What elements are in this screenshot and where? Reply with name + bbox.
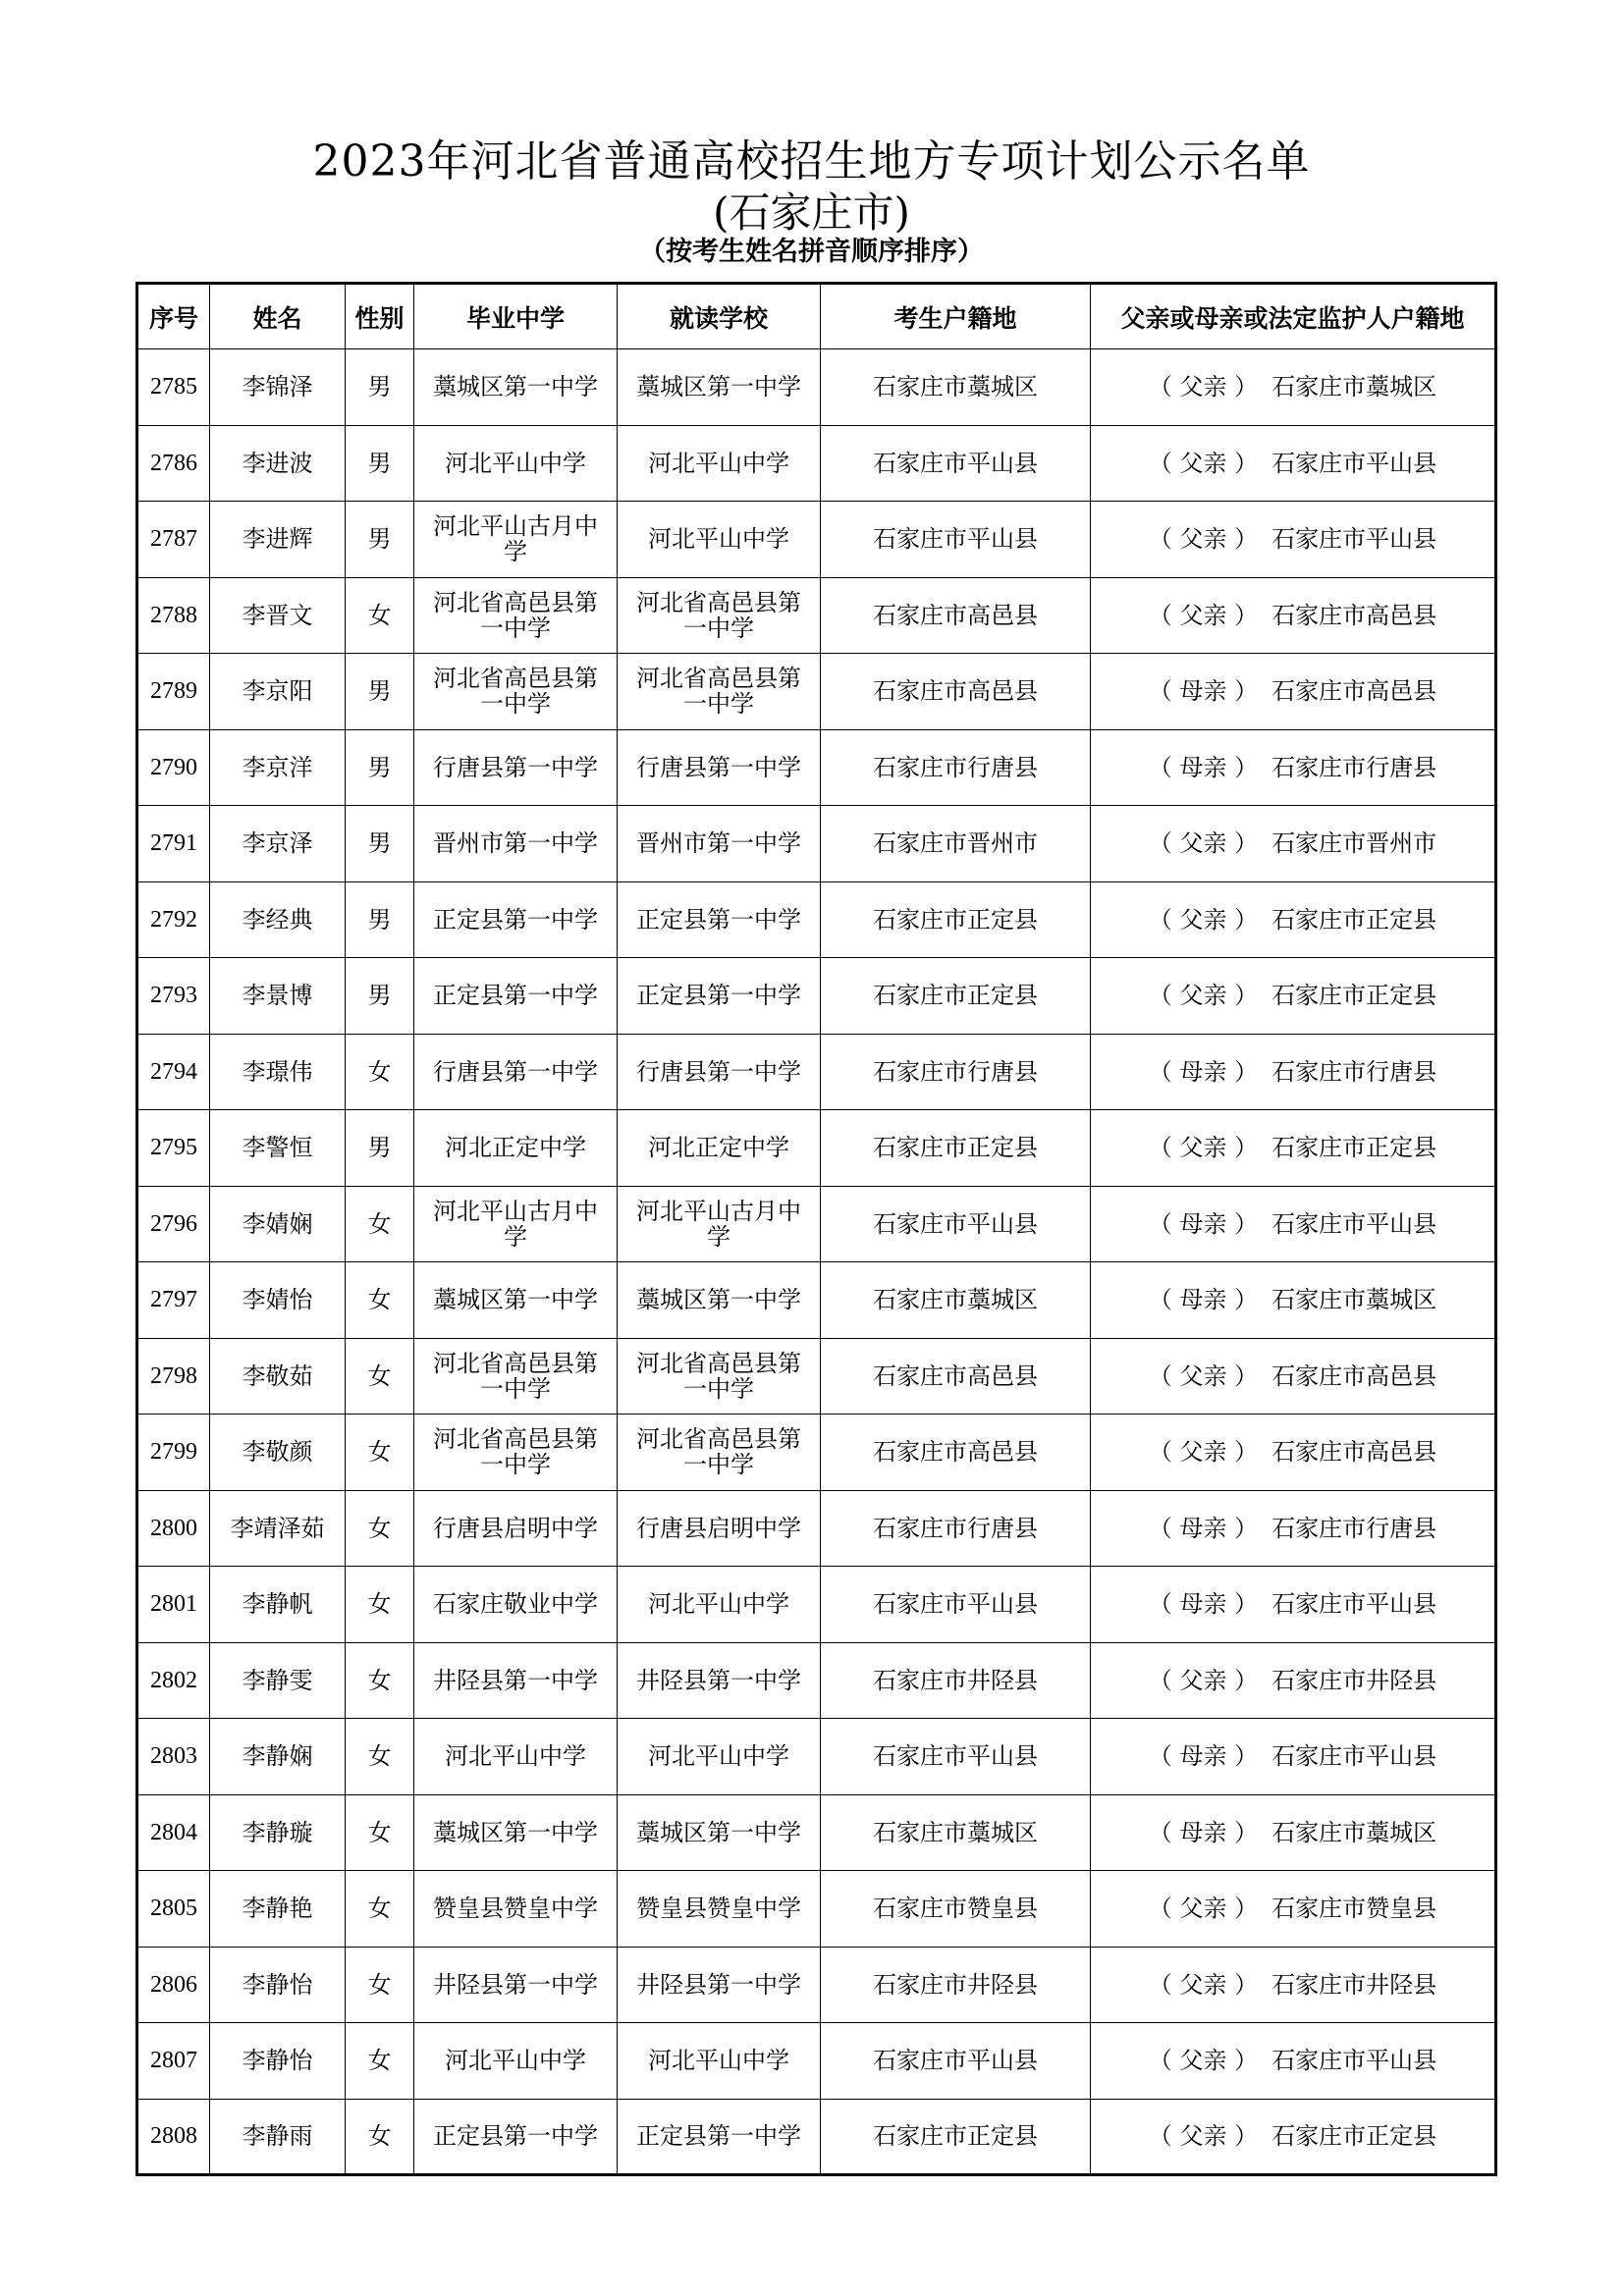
cell-gender: 男 [346,1110,414,1187]
cell-guardian-registration [1091,502,1496,578]
cell-no: 2791 [137,806,210,882]
table-row [137,1794,1496,1871]
guardian-relation: （ 母亲 ） [1148,677,1259,706]
guardian-place: 石家庄市正定县 [1271,905,1437,934]
cell-registration: 石家庄市高邑县 [821,577,1091,654]
cell-registration: 石家庄市正定县 [821,958,1091,1035]
guardian-relation: （ 父亲 ） [1148,601,1259,629]
guardian-relation: （ 父亲 ） [1148,1134,1259,1162]
table-header-row [137,284,1496,349]
cell-guardian-registration [1091,1034,1496,1110]
cell-gender: 女 [346,577,414,654]
table-row [137,1642,1496,1719]
cell-registration: 石家庄市井陉县 [821,1947,1091,2023]
cell-guardian-registration [1091,729,1496,806]
cell-guardian-registration [1091,806,1496,882]
cell-gender: 男 [346,958,414,1035]
col-header-grad-school: 毕业中学 [414,284,618,349]
cell-study-school: 行唐县第一中学 [618,729,821,806]
guardian-place: 石家庄市平山县 [1271,525,1437,554]
guardian-relation: （ 父亲 ） [1148,1362,1259,1390]
cell-registration: 石家庄市藁城区 [821,349,1091,426]
cell-gender: 男 [346,729,414,806]
cell-gender: 女 [346,1338,414,1415]
cell-guardian-registration [1091,1567,1496,1643]
table-row [137,1186,1496,1262]
table-row [137,881,1496,958]
cell-name: 李璟伟 [210,1034,346,1110]
cell-study-school: 藁城区第一中学 [618,1262,821,1339]
cell-grad-school: 河北省高邑县第一中学 [414,1338,618,1415]
cell-no: 2794 [137,1034,210,1110]
cell-no: 2789 [137,654,210,730]
cell-registration: 石家庄市平山县 [821,1186,1091,1262]
table-row [137,502,1496,578]
cell-registration: 石家庄市平山县 [821,2023,1091,2100]
cell-gender: 女 [346,1186,414,1262]
table-row [137,1034,1496,1110]
table-row [137,1719,1496,1795]
page-subtitle: (石家庄市) [713,188,910,237]
guardian-place: 石家庄市藁城区 [1271,1818,1437,1846]
cell-registration: 石家庄市高邑县 [821,1415,1091,1491]
guardian-relation: （ 父亲 ） [1148,373,1259,401]
guardian-relation: （ 母亲 ） [1148,1590,1259,1619]
table-row [137,2023,1496,2100]
cell-grad-school: 藁城区第一中学 [414,349,618,426]
cell-grad-school: 藁城区第一中学 [414,1794,618,1871]
cell-no: 2805 [137,1871,210,1948]
cell-registration: 石家庄市藁城区 [821,1794,1091,1871]
cell-registration: 石家庄市平山县 [821,1719,1091,1795]
col-header-name: 姓名 [210,284,346,349]
cell-grad-school: 河北正定中学 [414,1110,618,1187]
cell-study-school: 河北平山中学 [618,502,821,578]
cell-registration: 石家庄市井陉县 [821,1642,1091,1719]
cell-gender: 女 [346,1567,414,1643]
table-row [137,2099,1496,2175]
table-row [137,425,1496,502]
cell-gender: 男 [346,425,414,502]
cell-registration: 石家庄市平山县 [821,1567,1091,1643]
cell-study-school: 正定县第一中学 [618,2099,821,2175]
guardian-relation: （ 父亲 ） [1148,1895,1259,1923]
cell-guardian-registration [1091,1415,1496,1491]
cell-no: 2796 [137,1186,210,1262]
guardian-relation: （ 父亲 ） [1148,829,1259,858]
cell-name: 李靖泽茹 [210,1490,346,1567]
cell-guardian-registration [1091,1871,1496,1948]
cell-guardian-registration [1091,1186,1496,1262]
cell-registration: 石家庄市平山县 [821,502,1091,578]
cell-grad-school: 河北省高邑县第一中学 [414,1415,618,1491]
cell-name: 李警恒 [210,1110,346,1187]
cell-no: 2802 [137,1642,210,1719]
table-row [137,1338,1496,1415]
cell-no: 2795 [137,1110,210,1187]
cell-no: 2801 [137,1567,210,1643]
guardian-relation: （ 父亲 ） [1148,1438,1259,1467]
cell-no: 2792 [137,881,210,958]
guardian-place: 石家庄市平山县 [1271,449,1437,477]
table-row [137,1415,1496,1491]
cell-gender: 女 [346,1034,414,1110]
guardian-place: 石家庄市晋州市 [1271,829,1437,858]
guardian-relation: （ 父亲 ） [1148,982,1259,1010]
cell-grad-school: 河北平山古月中学 [414,1186,618,1262]
guardian-place: 石家庄市正定县 [1271,1134,1437,1162]
table-row [137,1567,1496,1643]
cell-name: 李锦泽 [210,349,346,426]
cell-no: 2787 [137,502,210,578]
cell-name: 李京洋 [210,729,346,806]
cell-name: 李敬茹 [210,1338,346,1415]
cell-guardian-registration [1091,425,1496,502]
col-header-no: 序号 [137,284,210,349]
cell-study-school: 河北平山中学 [618,1567,821,1643]
cell-registration: 石家庄市平山县 [821,425,1091,502]
cell-gender: 男 [346,502,414,578]
cell-name: 李经典 [210,881,346,958]
cell-no: 2807 [137,2023,210,2100]
cell-study-school: 正定县第一中学 [618,958,821,1035]
cell-grad-school: 行唐县启明中学 [414,1490,618,1567]
guardian-place: 石家庄市藁城区 [1271,1286,1437,1314]
cell-guardian-registration [1091,1262,1496,1339]
guardian-relation: （ 母亲 ） [1148,1742,1259,1771]
cell-name: 李婧娴 [210,1186,346,1262]
cell-grad-school: 正定县第一中学 [414,881,618,958]
cell-name: 李进波 [210,425,346,502]
cell-study-school: 晋州市第一中学 [618,806,821,882]
cell-no: 2797 [137,1262,210,1339]
cell-gender: 女 [346,1947,414,2023]
cell-registration: 石家庄市高邑县 [821,1338,1091,1415]
cell-name: 李晋文 [210,577,346,654]
col-header-study-school: 就读学校 [618,284,821,349]
guardian-relation: （ 母亲 ） [1148,1514,1259,1542]
cell-no: 2788 [137,577,210,654]
cell-no: 2799 [137,1415,210,1491]
cell-no: 2806 [137,1947,210,2023]
cell-no: 2803 [137,1719,210,1795]
table-row [137,577,1496,654]
guardian-relation: （ 父亲 ） [1148,1666,1259,1694]
guardian-place: 石家庄市赞皇县 [1271,1895,1437,1923]
cell-guardian-registration [1091,881,1496,958]
cell-name: 李敬颜 [210,1415,346,1491]
guardian-relation: （ 父亲 ） [1148,2122,1259,2151]
guardian-place: 石家庄市平山县 [1271,2047,1437,2075]
col-header-registration: 考生户籍地 [821,284,1091,349]
cell-gender: 女 [346,2023,414,2100]
guardian-relation: （ 父亲 ） [1148,2047,1259,2075]
guardian-place: 石家庄市高邑县 [1271,1438,1437,1467]
cell-guardian-registration [1091,958,1496,1035]
cell-study-school: 井陉县第一中学 [618,1947,821,2023]
guardian-place: 石家庄市井陉县 [1271,1970,1437,1999]
cell-guardian-registration [1091,577,1496,654]
cell-no: 2786 [137,425,210,502]
cell-guardian-registration [1091,1719,1496,1795]
guardian-place: 石家庄市高邑县 [1271,601,1437,629]
cell-name: 李景博 [210,958,346,1035]
sort-note: （按考生姓名拼音顺序排序） [639,237,984,267]
cell-study-school: 正定县第一中学 [618,881,821,958]
cell-grad-school: 行唐县第一中学 [414,1034,618,1110]
cell-study-school: 河北平山中学 [618,425,821,502]
cell-study-school: 河北省高邑县第一中学 [618,1338,821,1415]
cell-grad-school: 河北平山中学 [414,2023,618,2100]
guardian-place: 石家庄市平山县 [1271,1742,1437,1771]
cell-name: 李婧怡 [210,1262,346,1339]
cell-name: 李静怡 [210,1947,346,2023]
col-header-gender: 性别 [346,284,414,349]
cell-gender: 女 [346,2099,414,2175]
cell-no: 2798 [137,1338,210,1415]
cell-guardian-registration [1091,2023,1496,2100]
cell-name: 李京阳 [210,654,346,730]
guardian-place: 石家庄市高邑县 [1271,677,1437,706]
cell-study-school: 行唐县启明中学 [618,1490,821,1567]
table-row [137,349,1496,426]
cell-registration: 石家庄市行唐县 [821,1490,1091,1567]
cell-registration: 石家庄市行唐县 [821,729,1091,806]
guardian-relation: （ 母亲 ） [1148,753,1259,781]
cell-guardian-registration [1091,1490,1496,1567]
cell-guardian-registration [1091,1947,1496,2023]
cell-study-school: 井陉县第一中学 [618,1642,821,1719]
cell-study-school: 河北省高邑县第一中学 [618,654,821,730]
guardian-place: 石家庄市行唐县 [1271,1057,1437,1086]
guardian-place: 石家庄市行唐县 [1271,753,1437,781]
guardian-place: 石家庄市平山县 [1271,1209,1437,1238]
table-row [137,1490,1496,1567]
cell-study-school: 河北平山古月中学 [618,1186,821,1262]
cell-gender: 男 [346,654,414,730]
cell-registration: 石家庄市正定县 [821,1110,1091,1187]
cell-study-school: 藁城区第一中学 [618,349,821,426]
cell-grad-school: 井陉县第一中学 [414,1642,618,1719]
cell-name: 李静雯 [210,1642,346,1719]
guardian-place: 石家庄市井陉县 [1271,1666,1437,1694]
cell-guardian-registration [1091,2099,1496,2175]
cell-grad-school: 晋州市第一中学 [414,806,618,882]
guardian-place: 石家庄市高邑县 [1271,1362,1437,1390]
cell-name: 李静雨 [210,2099,346,2175]
table-row [137,1871,1496,1948]
guardian-place: 石家庄市平山县 [1271,1590,1437,1619]
cell-grad-school: 河北平山中学 [414,425,618,502]
cell-grad-school: 河北省高邑县第一中学 [414,654,618,730]
cell-grad-school: 河北省高邑县第一中学 [414,577,618,654]
table-row [137,1262,1496,1339]
cell-study-school: 河北省高邑县第一中学 [618,1415,821,1491]
cell-name: 李进辉 [210,502,346,578]
cell-guardian-registration [1091,349,1496,426]
cell-grad-school: 正定县第一中学 [414,958,618,1035]
cell-name: 李京泽 [210,806,346,882]
guardian-relation: （ 父亲 ） [1148,905,1259,934]
cell-registration: 石家庄市正定县 [821,2099,1091,2175]
cell-registration: 石家庄市正定县 [821,881,1091,958]
table-row [137,1110,1496,1187]
table-row [137,729,1496,806]
cell-name: 李静怡 [210,2023,346,2100]
table-row [137,654,1496,730]
cell-gender: 女 [346,1871,414,1948]
cell-no: 2804 [137,1794,210,1871]
cell-grad-school: 井陉县第一中学 [414,1947,618,2023]
cell-study-school: 河北省高邑县第一中学 [618,577,821,654]
cell-guardian-registration [1091,654,1496,730]
cell-gender: 女 [346,1490,414,1567]
guardian-relation: （ 母亲 ） [1148,1209,1259,1238]
cell-registration: 石家庄市赞皇县 [821,1871,1091,1948]
guardian-relation: （ 母亲 ） [1148,1286,1259,1314]
cell-no: 2790 [137,729,210,806]
table-row [137,1947,1496,2023]
cell-no: 2808 [137,2099,210,2175]
cell-study-school: 河北平山中学 [618,1719,821,1795]
cell-grad-school: 正定县第一中学 [414,2099,618,2175]
guardian-place: 石家庄市藁城区 [1271,373,1437,401]
cell-registration: 石家庄市行唐县 [821,1034,1091,1110]
cell-grad-school: 石家庄敬业中学 [414,1567,618,1643]
guardian-place: 石家庄市正定县 [1271,2122,1437,2151]
guardian-relation: （ 父亲 ） [1148,449,1259,477]
table-row [137,806,1496,882]
cell-guardian-registration [1091,1338,1496,1415]
table-row [137,958,1496,1035]
cell-gender: 男 [346,881,414,958]
table-body [137,349,1496,2175]
cell-study-school: 河北正定中学 [618,1110,821,1187]
cell-study-school: 行唐县第一中学 [618,1034,821,1110]
cell-guardian-registration [1091,1110,1496,1187]
cell-grad-school: 河北平山中学 [414,1719,618,1795]
cell-guardian-registration [1091,1642,1496,1719]
cell-name: 李静帆 [210,1567,346,1643]
cell-gender: 女 [346,1415,414,1491]
cell-grad-school: 赞皇县赞皇中学 [414,1871,618,1948]
cell-registration: 石家庄市高邑县 [821,654,1091,730]
cell-gender: 女 [346,1642,414,1719]
col-header-guardian-registration: 父亲或母亲或法定监护人户籍地 [1091,284,1496,349]
guardian-relation: （ 父亲 ） [1148,525,1259,554]
guardian-relation: （ 母亲 ） [1148,1057,1259,1086]
cell-gender: 男 [346,349,414,426]
cell-gender: 男 [346,806,414,882]
cell-name: 李静艳 [210,1871,346,1948]
cell-name: 李静璇 [210,1794,346,1871]
cell-study-school: 河北平山中学 [618,2023,821,2100]
cell-name: 李静娴 [210,1719,346,1795]
guardian-place: 石家庄市正定县 [1271,982,1437,1010]
cell-study-school: 赞皇县赞皇中学 [618,1871,821,1948]
cell-registration: 石家庄市晋州市 [821,806,1091,882]
cell-grad-school: 行唐县第一中学 [414,729,618,806]
cell-grad-school: 藁城区第一中学 [414,1262,618,1339]
guardian-relation: （ 母亲 ） [1148,1818,1259,1846]
roster-table [135,282,1497,2176]
cell-gender: 女 [346,1262,414,1339]
cell-grad-school: 河北平山古月中学 [414,502,618,578]
guardian-relation: （ 父亲 ） [1148,1970,1259,1999]
cell-study-school: 藁城区第一中学 [618,1794,821,1871]
page-title: 2023年河北省普通高校招生地方专项计划公示名单 [312,136,1311,187]
guardian-place: 石家庄市行唐县 [1271,1514,1437,1542]
cell-registration: 石家庄市藁城区 [821,1262,1091,1339]
cell-no: 2800 [137,1490,210,1567]
cell-guardian-registration [1091,1794,1496,1871]
cell-gender: 女 [346,1719,414,1795]
cell-no: 2785 [137,349,210,426]
cell-gender: 女 [346,1794,414,1871]
cell-no: 2793 [137,958,210,1035]
